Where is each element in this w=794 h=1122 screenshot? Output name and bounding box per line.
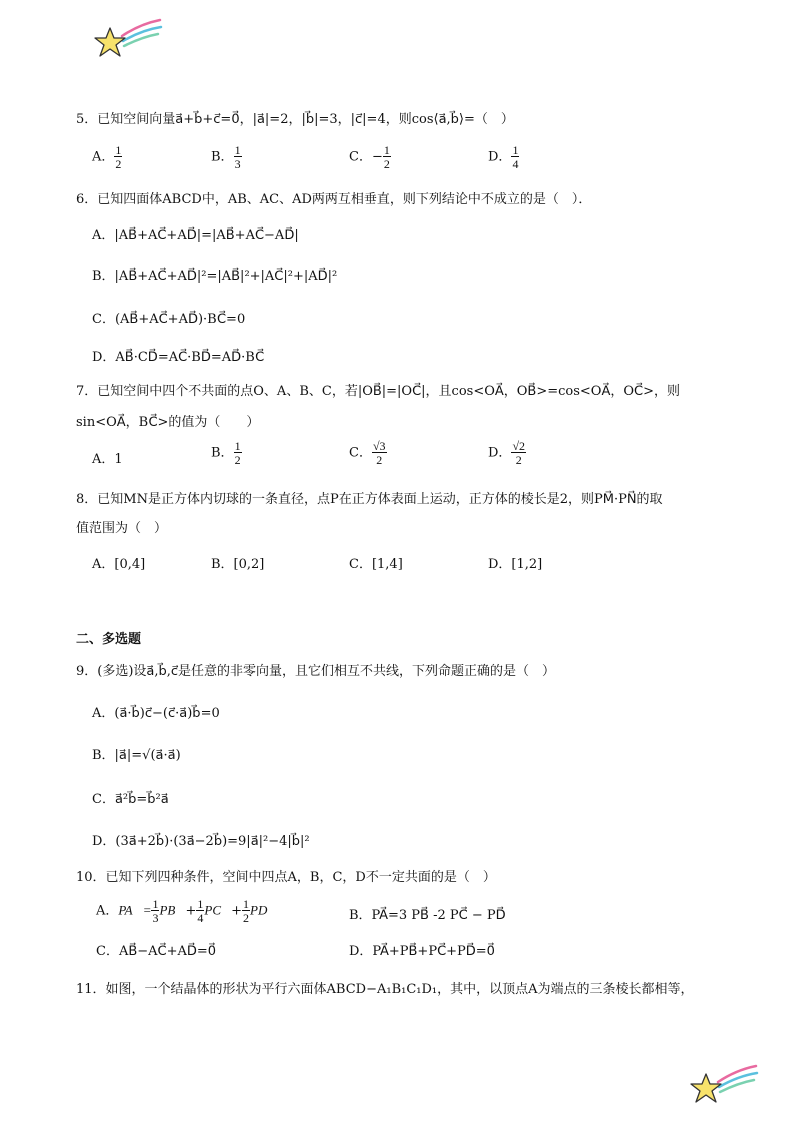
option-label: C． bbox=[349, 149, 372, 165]
q8-option-d: D．[1,2] bbox=[488, 557, 543, 572]
question-7-stem-line1: 7．已知空间中四个不共面的点O、A、B、C，若|OB⃗|=|OC⃗|，且cos<OA⃗，OB⃗>=cos<OA⃗，OC⃗>，则 bbox=[76, 384, 680, 399]
q8-option-b: B．[0,2] bbox=[211, 557, 265, 572]
option-label: C． bbox=[349, 445, 372, 461]
q10-option-d: D．PA⃗+PB⃗+PC⃗+PD⃗=0⃗ bbox=[349, 944, 495, 959]
option-label: A． bbox=[92, 149, 115, 165]
question-9-stem: 9．(多选)设a⃗,b⃗,c⃗是任意的非零向量，且它们相互不共线，下列命题正确的是（ ） bbox=[76, 664, 556, 679]
q10-option-c: C．AB⃗−AC⃗+AD⃗=0⃗ bbox=[96, 944, 217, 959]
shooting-star-icon-bottom bbox=[688, 1060, 760, 1106]
option-label: D． bbox=[488, 445, 512, 461]
q6-option-d: D．AB⃗·CD⃗=AC⃗·BD⃗=AD⃗·BC⃗ bbox=[92, 350, 265, 365]
question-5-stem: 5．已知空间向量a⃗+b⃗+c⃗=0⃗，|a⃗|=2，|b⃗|=3，|c⃗|=4，则cos⟨a⃗,b⃗⟩=（ ） bbox=[76, 112, 514, 127]
q6-option-a: A．|AB⃗+AC⃗+AD⃗|=|AB⃗+AC⃗−AD⃗| bbox=[92, 228, 299, 243]
q6-option-b: B．|AB⃗+AC⃗+AD⃗|²=|AB⃗|²+|AC⃗|²+|AD⃗|² bbox=[92, 269, 338, 284]
q7-option-c: C． $\frac{√3}{2}$ bbox=[349, 439, 386, 467]
shooting-star-icon-top bbox=[92, 14, 164, 60]
q10-option-b: B．PA⃗=3 PB⃗ -2 PC⃗ − PD⃗ bbox=[349, 908, 506, 923]
q5-option-b: B． $\frac{1}{3}$ bbox=[211, 143, 241, 171]
q8-option-c: C．[1,4] bbox=[349, 557, 403, 572]
option-label: D． bbox=[488, 149, 512, 165]
q6-option-c: C．(AB⃗+AC⃗+AD⃗)·BC⃗=0 bbox=[92, 312, 246, 327]
q9-option-b: B．|a⃗|=√(a⃗·a⃗) bbox=[92, 748, 181, 763]
q9-option-c: C．a⃗²b⃗=b⃗²a⃗ bbox=[92, 792, 169, 807]
question-7-stem-line2: sin<OA⃗，BC⃗>的值为（ ） bbox=[76, 415, 260, 430]
q9-option-a: A．(a⃗·b⃗)c⃗−(c⃗·a⃗)b⃗=0 bbox=[92, 706, 220, 721]
q7-option-d: D． $\frac{√2}{2}$ bbox=[488, 439, 526, 467]
option-label: B． bbox=[211, 149, 234, 165]
option-label: A． bbox=[92, 452, 115, 467]
q5-option-a: A． $\frac{1}{2}$ bbox=[92, 143, 122, 171]
q7-option-a: A．1 bbox=[92, 452, 123, 467]
section-heading: 二、多选题 bbox=[76, 632, 142, 647]
q7-option-b: B． $\frac{1}{2}$ bbox=[211, 439, 241, 467]
q8-option-a: A．[0,4] bbox=[92, 557, 146, 572]
question-6-stem: 6．已知四面体ABCD中，AB、AC、AD两两互相垂直，则下列结论中不成立的是（ ）． bbox=[76, 192, 592, 207]
question-10-stem: 10．已知下列四种条件，空间中四点A，B，C，D不一定共面的是（ ） bbox=[76, 870, 496, 885]
option-label: A． bbox=[96, 903, 119, 919]
option-label: B． bbox=[211, 445, 234, 461]
q5-option-c: C．− $\frac{1}{2}$ bbox=[349, 143, 390, 171]
question-8-stem-line1: 8．已知MN是正方体内切球的一条直径，点P在正方体表面上运动，正方体的棱长是2，则PM⃗·PN⃗的取 bbox=[76, 492, 663, 507]
q10-option-a: A．PA⃗= $\frac{1}{3}$ PB⃗+ $\frac{1}{4}$ PC⃗+ $\frac{1}{2}$ PD⃗ bbox=[96, 897, 278, 925]
question-8-stem-line2: 值范围为（ ） bbox=[76, 521, 168, 536]
q9-option-d: D．(3a⃗+2b⃗)·(3a⃗−2b⃗)=9|a⃗|²−4|b⃗|² bbox=[92, 834, 310, 849]
question-11-stem: 11．如图，一个结晶体的形状为平行六面体ABCD−A₁B₁C₁D₁，其中，以顶点A为端点的三条棱长都相等， bbox=[76, 982, 694, 997]
q5-option-d: D． $\frac{1}{4}$ bbox=[488, 143, 519, 171]
